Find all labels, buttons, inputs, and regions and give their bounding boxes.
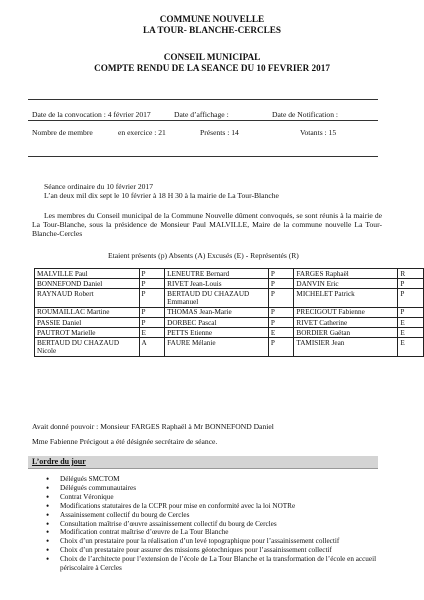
member-name: THOMAS Jean-Marie — [165, 307, 269, 317]
attendance-status: P — [268, 279, 294, 289]
table-row — [35, 307, 424, 317]
attendance-table — [34, 268, 424, 357]
member-name: BORDIER Gaëtan — [294, 328, 398, 338]
attendance-status: P — [139, 307, 165, 317]
member-name: DORBEC Pascal — [165, 318, 269, 328]
council-title: CONSEIL MUNICIPAL — [163, 52, 261, 62]
table-row — [35, 328, 424, 338]
attendance-status: P — [139, 318, 165, 328]
member-name: PRECIGOUT Fabienne — [294, 307, 398, 317]
agenda-item: • Délégués communautaires — [46, 484, 378, 493]
attendance-status: E — [398, 318, 424, 328]
member-name: ROUMAILLAC Martine — [35, 307, 140, 317]
report-title: COMPTE RENDU DE LA SEANCE DU 10 FEVRIER 2017 — [94, 63, 330, 73]
agenda-item: • Assainissement collectif du bourg de Cercles — [46, 511, 378, 520]
agenda-item: • Choix d’un prestataire pour assurer des missions géotechniques pour l’assainissement collectif — [46, 546, 378, 555]
member-name: DANVIN Eric — [294, 279, 398, 289]
attendance-status: P — [139, 269, 165, 279]
attendance-status: E — [139, 328, 165, 338]
agenda-list — [46, 475, 378, 573]
attendance-status: E — [398, 328, 424, 338]
session-line: Séance ordinaire du 10 février 2017 — [44, 182, 154, 191]
agenda-item: • Contrat Véronique — [46, 493, 378, 502]
proxy-note: Avait donné pouvoir : Monsieur FARGES Raphaël à Mr BONNEFOND Daniel — [32, 422, 274, 431]
member-name: RIVET Catherine — [294, 318, 398, 328]
voters-count: Votants : 15 — [300, 128, 337, 137]
agenda-item: • Modifications statutaires de la CCPR pour mise en conformité avec la loi NOTRe — [46, 502, 378, 511]
member-name: RIVET Jean-Louis — [165, 279, 269, 289]
session-datetime: L’an deux mil dix sept le 10 février à 18 H 30 à la mairie de La Tour-Blanche — [44, 191, 279, 200]
member-name: MICHELET Patrick — [294, 289, 398, 307]
attendance-status: P — [398, 279, 424, 289]
attendance-status: P — [398, 289, 424, 307]
member-count-label: Nombre de membre — [32, 128, 93, 137]
attendance-status: P — [268, 289, 294, 307]
attendance-status: A — [139, 338, 165, 356]
agenda-item: • Choix de l’architecte pour l’extension de l’école de La Tour Blanche et la transformation de l’école en accueil périscolaire à Cercles — [46, 555, 378, 573]
intro-paragraph: Les membres du Conseil municipal de la Commune Nouvelle dûment convoqués, se sont réunis à la mairie de La Tour-Blanche, sous la présidence de Monsieur Paul MALVILLE, Maire de la commune nouvelle La Tour-Blanche-Cercles — [32, 211, 382, 239]
attendance-status: P — [398, 307, 424, 317]
member-name: BONNEFOND Daniel — [35, 279, 140, 289]
members-present: Présents : 14 — [200, 128, 239, 137]
table-row — [35, 289, 424, 307]
agenda-item: • Choix d’un prestataire pour la réalisation d’un levé topographique pour l’assainissement collectif — [46, 537, 378, 546]
member-name: RAYNAUD Robert — [35, 289, 140, 307]
attendance-status: P — [268, 318, 294, 328]
attendance-legend: Etaient présents (p) Absents (A) Excusés (E) - Représentés (R) — [108, 251, 299, 260]
convocation-date: Date de la convocation : 4 février 2017 — [32, 110, 151, 119]
divider — [28, 99, 378, 100]
divider — [28, 120, 378, 121]
attendance-status: R — [398, 269, 424, 279]
secretary-note: Mme Fabienne Précigout a été désignée secrétaire de séance. — [32, 437, 218, 446]
member-name: LENEUTRE Bernard — [165, 269, 269, 279]
table-row — [35, 318, 424, 328]
member-name: PAUTROT Marielle — [35, 328, 140, 338]
agenda-title: L’ordre du jour — [32, 457, 86, 466]
attendance-status: P — [268, 307, 294, 317]
attendance-status: P — [268, 269, 294, 279]
attendance-status: E — [398, 338, 424, 356]
member-name: PASSIE Daniel — [35, 318, 140, 328]
member-name: MALVILLE Paul — [35, 269, 140, 279]
member-name: TAMISIER Jean — [294, 338, 398, 356]
commune-title: COMMUNE NOUVELLE — [159, 14, 265, 24]
agenda-item: • Délégués SMCTOM — [46, 475, 378, 484]
member-name: BERTAUD DU CHAZAUD Nicole — [35, 338, 140, 356]
table-row — [35, 279, 424, 289]
notification-date: Date de Notification : — [272, 110, 339, 119]
attendance-status: P — [268, 338, 294, 356]
agenda-item: • Consultation maîtrise d’œuvre assainissement collectif du bourg de Cercles — [46, 520, 378, 529]
attendance-status: E — [268, 328, 294, 338]
attendance-status: P — [139, 279, 165, 289]
commune-name: LA TOUR- BLANCHE-CERCLES — [142, 25, 281, 35]
member-name: FAURE Mélanie — [165, 338, 269, 356]
member-name: PETTS Etienne — [165, 328, 269, 338]
agenda-header — [28, 456, 378, 469]
table-row — [35, 338, 424, 356]
agenda-item: • Modification contrat maîtrise d’œuvre de La Tour Blanche — [46, 528, 378, 537]
affichage-date: Date d’affichage : — [174, 110, 229, 119]
divider — [28, 156, 378, 157]
attendance-status: P — [139, 289, 165, 307]
member-name: BERTAUD DU CHAZAUD Emmanuel — [165, 289, 269, 307]
table-row — [35, 269, 424, 279]
member-name: FARGES Raphaël — [294, 269, 398, 279]
members-in-office: en exercice : 21 — [118, 128, 166, 137]
